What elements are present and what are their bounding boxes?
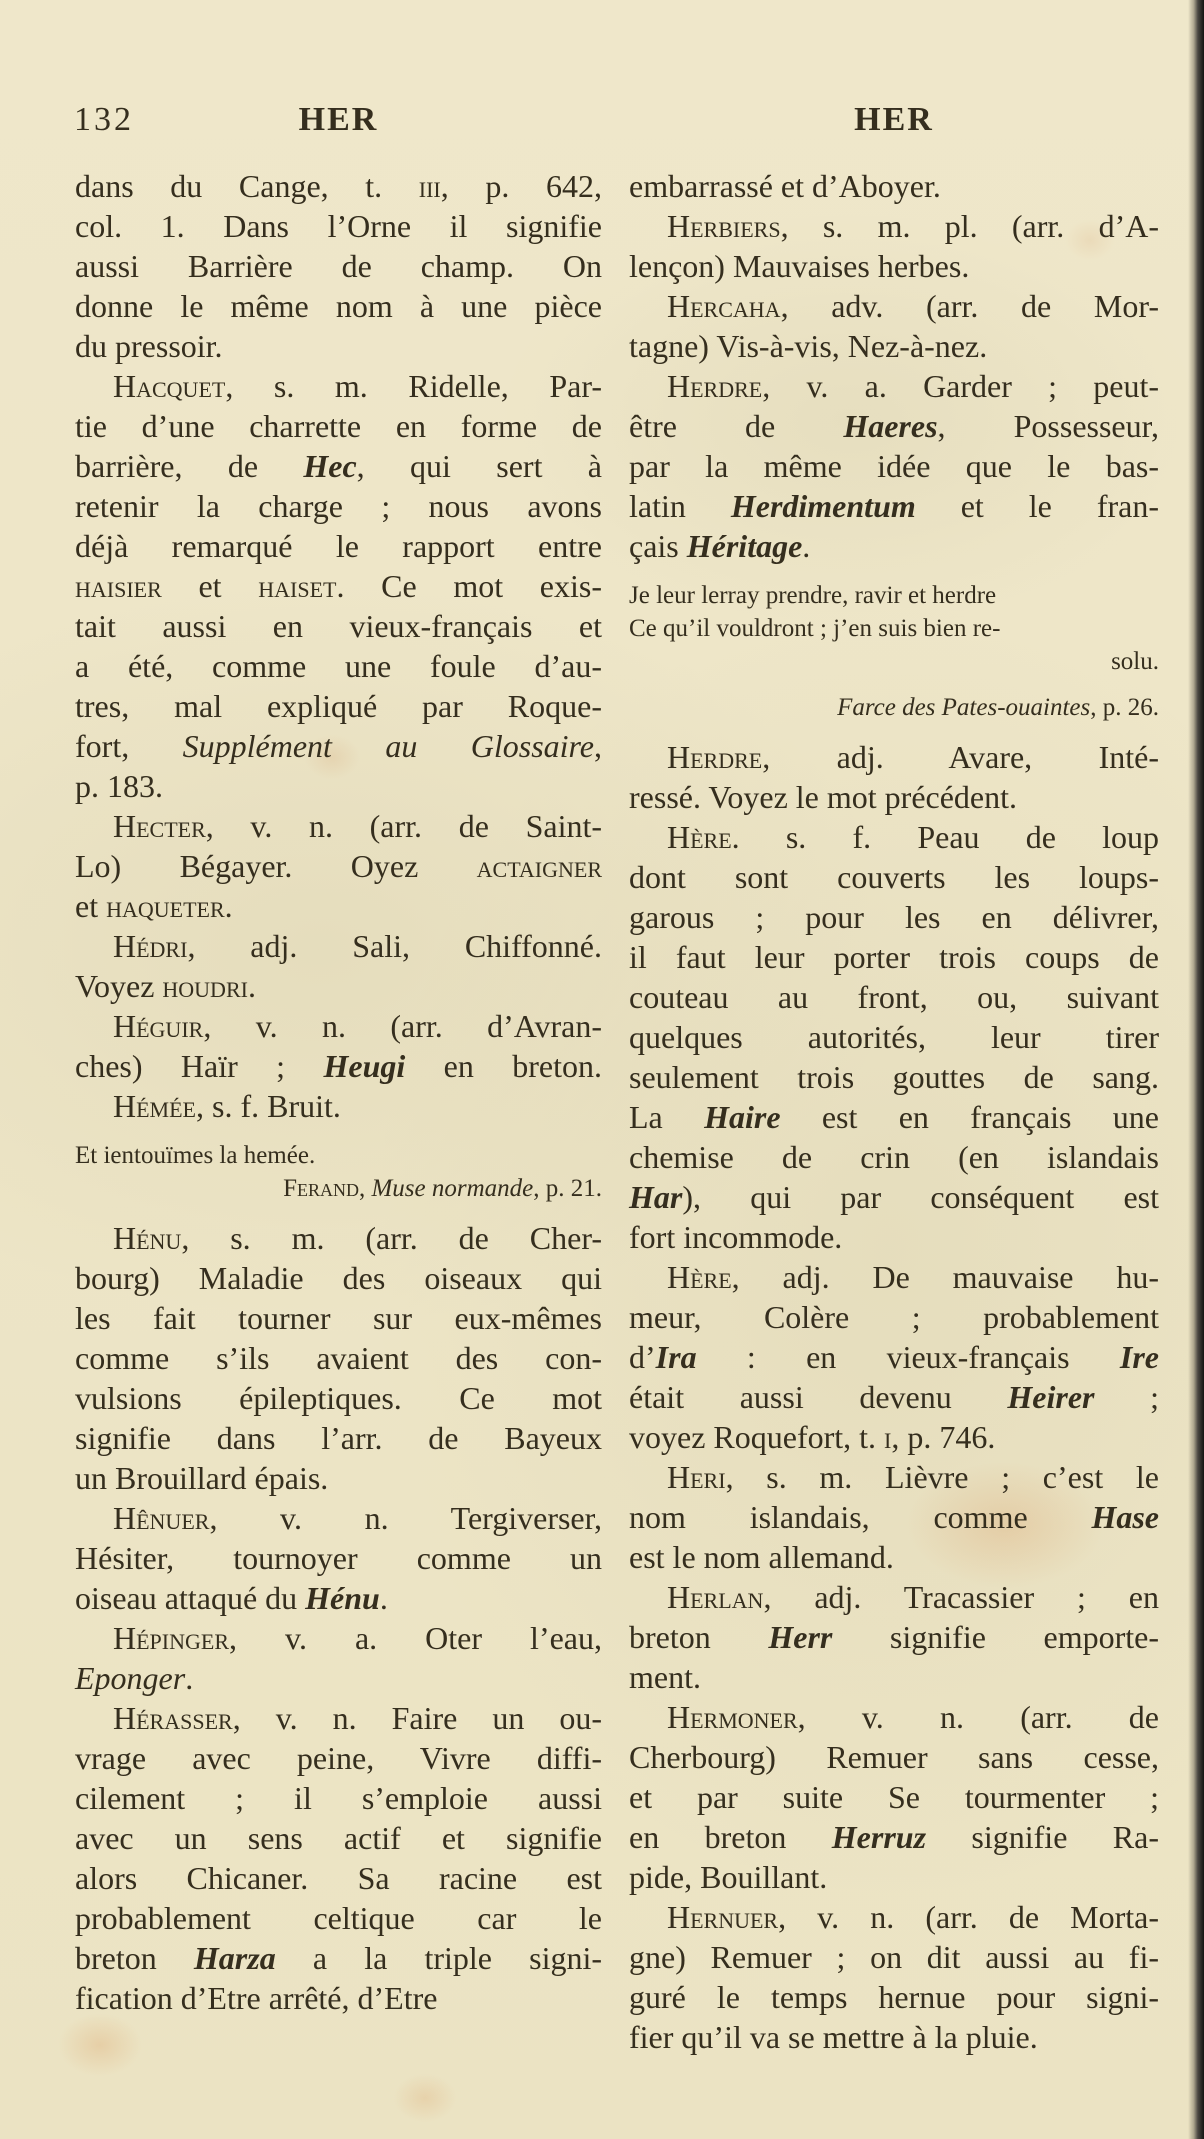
text-line: Hermoner, v. n. (arr. de <box>667 1699 1159 1735</box>
text-line: seulement trois gouttes de sang. <box>629 1059 1159 1095</box>
text-line: Cherbourg) Remuer sans cesse, <box>629 1739 1159 1775</box>
text-line: les fait tourner sur eux-mêmes <box>75 1300 602 1336</box>
text-line: ment. <box>629 1659 701 1695</box>
text-line: dans du Cange, t. iii, p. 642, <box>75 168 603 204</box>
text-line: ches) Haïr ; Heugi en breton. <box>75 1048 603 1084</box>
text-line: Lo) Bégayer. Oyez actaigner <box>75 848 602 884</box>
text-line: Hercaha, adv. (arr. de Mor- <box>667 288 1159 324</box>
text-line: Hénu, s. m. (arr. de Cher- <box>113 1220 602 1256</box>
text-line: Et ientouïmes la hemée. <box>75 1142 316 1169</box>
text-line: retenir la charge ; nous avons <box>75 488 602 524</box>
text-line: gne) Remuer ; on dit aussi au fi- <box>629 1939 1159 1975</box>
text-line: meur, Colère ; probablement <box>629 1299 1159 1335</box>
text-line: dont sont couverts les loups- <box>629 859 1159 895</box>
text-line: fication d’Etre arrêté, d’Etre <box>75 1980 438 2016</box>
text-line: chemise de crin (en islandais <box>629 1139 1159 1175</box>
text-line: fort incommode. <box>629 1219 843 1255</box>
text-line: col. 1. Dans l’Orne il signifie <box>75 208 602 244</box>
text-line: Hênuer, v. n. Tergiverser, <box>113 1500 602 1536</box>
text-line: guré le temps hernue pour signi- <box>629 1979 1159 2015</box>
text-line: voyez Roquefort, t. i, p. 746. <box>629 1419 996 1455</box>
text-line: avec un sens actif et signifie <box>75 1820 602 1856</box>
text-line: solu. <box>1111 648 1159 675</box>
text-line: garous ; pour les en délivrer, <box>629 899 1159 935</box>
text-line: Hépinger, v. a. Oter l’eau, <box>113 1620 602 1656</box>
text-line: vulsions épileptiques. Ce mot <box>75 1380 602 1416</box>
text-line: Har), qui par conséquent est <box>629 1179 1159 1215</box>
text-line: La Haire est en français une <box>629 1099 1160 1135</box>
text-line: haisier et haiset. Ce mot exis- <box>75 568 603 604</box>
text-line: vrage avec peine, Vivre diffi- <box>75 1740 602 1776</box>
text-line: Hérasser, v. n. Faire un ou- <box>113 1700 602 1736</box>
text-line: aussi Barrière de champ. On <box>75 248 602 284</box>
text-line: Hecter, v. n. (arr. de Saint- <box>113 808 602 844</box>
text-line: ressé. Voyez le mot précédent. <box>629 779 1018 815</box>
running-head-right: HER <box>854 101 934 138</box>
text-line: Farce des Pates-ouaintes, p. 26. <box>837 694 1159 721</box>
text-line: p. 183. <box>75 768 163 804</box>
right-column <box>629 166 1159 2057</box>
text-line: Herbiers, s. m. pl. (arr. d’A- <box>667 208 1159 244</box>
text-line: d’Ira : en vieux-français Ire <box>629 1339 1159 1375</box>
text-line: tait aussi en vieux-français et <box>75 608 602 644</box>
text-line: Héguir, v. n. (arr. d’Avran- <box>113 1008 602 1044</box>
text-line: latin Herdimentum et le fran- <box>629 488 1160 524</box>
text-line: et haqueter. <box>75 888 233 924</box>
text-line: barrière, de Hec, qui sert à <box>75 448 603 484</box>
text-line: Eponger. <box>75 1660 194 1696</box>
text-line: couteau au front, ou, suivant <box>629 979 1159 1015</box>
text-line: et par suite Se tourmenter ; <box>629 1779 1159 1815</box>
text-line: est le nom allemand. <box>629 1539 894 1575</box>
text-line: Ferand, Muse normande, p. 21. <box>283 1175 602 1202</box>
text-line: tie d’une charrette en forme de <box>75 408 602 444</box>
text-line: Hère. s. f. Peau de loup <box>667 819 1159 855</box>
text-line: Je leur lerray prendre, ravir et herdre <box>629 582 997 609</box>
page-header <box>0 101 1204 145</box>
text-line: breton Harza a la triple signi- <box>75 1940 603 1976</box>
text-line: du pressoir. <box>75 328 223 364</box>
text-line: Herlan, adj. Tracassier ; en <box>667 1579 1159 1615</box>
text-line: par la même idée que le bas- <box>629 448 1159 484</box>
text-line: Voyez houdri. <box>75 968 256 1004</box>
text-line: en breton Herruz signifie Ra- <box>629 1819 1160 1855</box>
text-line: lençon) Mauvaises herbes. <box>629 248 970 284</box>
text-line: Hédri, adj. Sali, Chiffonné. <box>113 928 602 964</box>
text-line: Herdre, v. a. Garder ; peut- <box>667 368 1159 404</box>
text-line: embarrassé et d’Aboyer. <box>629 168 941 204</box>
text-line: probablement celtique car le <box>75 1900 602 1936</box>
text-line: a été, comme une foule d’au- <box>75 648 602 684</box>
text-line: Ce qu’il vouldront ; j’en suis bien re- <box>629 615 1001 642</box>
text-line: déjà remarqué le rapport entre <box>75 528 602 564</box>
text-line: çais Héritage. <box>629 528 811 564</box>
text-line: être de Haeres, Possesseur, <box>629 408 1160 444</box>
text-line: fier qu’il va se mettre à la pluie. <box>629 2019 1038 2055</box>
text-line: Hacquet, s. m. Ridelle, Par- <box>113 368 602 404</box>
text-line: était aussi devenu Heirer ; <box>629 1379 1160 1415</box>
text-line: cilement ; il s’emploie aussi <box>75 1780 602 1816</box>
text-line: comme s’ils avaient des con- <box>75 1340 602 1376</box>
text-line: nom islandais, comme Hase <box>629 1499 1159 1535</box>
text-line: Herdre, adj. Avare, Inté- <box>667 739 1159 775</box>
text-line: oiseau attaqué du Hénu. <box>75 1580 388 1616</box>
text-line: quelques autorités, leur tirer <box>629 1019 1159 1055</box>
page-number: 132 <box>74 101 134 138</box>
text-line: Hernuer, v. n. (arr. de Morta- <box>667 1899 1159 1935</box>
text-line: breton Herr signifie emporte- <box>629 1619 1160 1655</box>
text-line: Heri, s. m. Lièvre ; c’est le <box>667 1459 1159 1495</box>
running-head-left: HER <box>298 101 379 138</box>
page-edge-shadow <box>1188 0 1204 2139</box>
text-line: alors Chicaner. Sa racine est <box>75 1860 602 1896</box>
text-line: donne le même nom à une pièce <box>75 288 602 324</box>
text-line: fort, Supplément au Glossaire, <box>75 728 603 764</box>
text-line: pide, Bouillant. <box>629 1859 828 1895</box>
text-line: Hésiter, tournoyer comme un <box>75 1540 602 1576</box>
left-column <box>75 166 602 2018</box>
text-line: signifie dans l’arr. de Bayeux <box>75 1420 602 1456</box>
text-line: Hère, adj. De mauvaise hu- <box>667 1259 1159 1295</box>
text-line: bourg) Maladie des oiseaux qui <box>75 1260 602 1296</box>
text-line: Hémée, s. f. Bruit. <box>113 1088 341 1124</box>
text-line: un Brouillard épais. <box>75 1460 329 1496</box>
text-line: tres, mal expliqué par Roque- <box>75 688 602 724</box>
text-line: tagne) Vis-à-vis, Nez-à-nez. <box>629 328 988 364</box>
text-line: il faut leur porter trois coups de <box>629 939 1159 975</box>
